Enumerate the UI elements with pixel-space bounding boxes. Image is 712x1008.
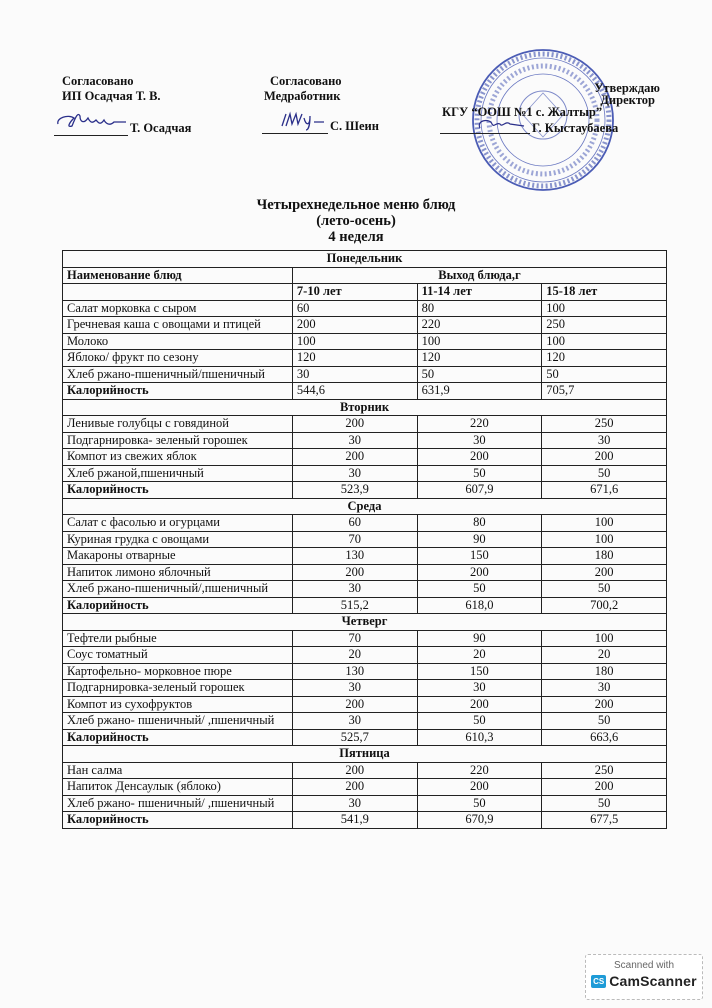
portion-value: 150: [417, 663, 542, 680]
approval-middle-signature-name: С. Шеин: [330, 119, 379, 133]
dish-row: [63, 416, 667, 433]
calories-row: [63, 482, 667, 499]
portion-value: 90: [417, 630, 542, 647]
portion-value: 50: [417, 713, 542, 730]
menu-table: [62, 250, 667, 829]
portion-value: 100: [542, 333, 667, 350]
portion-value: 20: [292, 647, 417, 664]
dish-name: Нан салма: [63, 762, 293, 779]
day-name: Понедельник: [63, 251, 667, 268]
portion-value: 200: [542, 696, 667, 713]
portion-value: 250: [542, 762, 667, 779]
portion-value: 50: [417, 366, 542, 383]
signature-line: [262, 114, 328, 134]
portion-value: 100: [542, 515, 667, 532]
portion-value: 120: [542, 350, 667, 367]
portion-value: 70: [292, 531, 417, 548]
calories-value: 670,9: [417, 812, 542, 829]
watermark-brand: CamScanner: [609, 973, 697, 989]
dish-row: [63, 300, 667, 317]
calories-value: 663,6: [542, 729, 667, 746]
portion-value: 250: [542, 317, 667, 334]
day-header-row: [63, 614, 667, 631]
dish-row: [63, 696, 667, 713]
portion-value: 100: [542, 630, 667, 647]
calories-row: [63, 812, 667, 829]
approval-left-position: ИП Осадчая Т. В.: [62, 89, 161, 103]
calories-value: 610,3: [417, 729, 542, 746]
dish-row: [63, 647, 667, 664]
day-name: Пятница: [63, 746, 667, 763]
dish-row: [63, 333, 667, 350]
yield-header: Выход блюда,г: [292, 267, 666, 284]
calories-value: 607,9: [417, 482, 542, 499]
dish-name-header: Наименование блюд: [63, 267, 293, 284]
calories-label: Калорийность: [63, 729, 293, 746]
calories-value: 677,5: [542, 812, 667, 829]
portion-value: 200: [292, 762, 417, 779]
portion-value: 80: [417, 515, 542, 532]
calories-value: 631,9: [417, 383, 542, 400]
dish-row: [63, 630, 667, 647]
day-header-row: [63, 399, 667, 416]
day-name: Четверг: [63, 614, 667, 631]
portion-value: 180: [542, 663, 667, 680]
portion-value: 30: [542, 680, 667, 697]
calories-row: [63, 383, 667, 400]
title-line-2: (лето-осень): [316, 213, 396, 229]
dish-name: Макароны отварные: [63, 548, 293, 565]
dish-row: [63, 795, 667, 812]
portion-value: 50: [542, 581, 667, 598]
approval-left: [62, 74, 161, 104]
day-header-row: [63, 498, 667, 515]
dish-row: [63, 680, 667, 697]
portion-value: 50: [542, 366, 667, 383]
calories-label: Калорийность: [63, 482, 293, 499]
title-line-1: Четырехнедельное меню блюд: [256, 197, 456, 213]
dish-row: [63, 663, 667, 680]
dish-name: Хлеб ржано-пшеничный/пшеничный: [63, 366, 293, 383]
signature-middle: [262, 114, 379, 134]
calories-value: 705,7: [542, 383, 667, 400]
dish-name: Соус томатный: [63, 647, 293, 664]
calories-label: Калорийность: [63, 812, 293, 829]
portion-value: 220: [417, 317, 542, 334]
portion-value: 90: [417, 531, 542, 548]
document-title: [0, 197, 712, 245]
portion-value: 30: [292, 366, 417, 383]
dish-row: [63, 432, 667, 449]
camscanner-logo-icon: CS: [593, 976, 605, 986]
portion-value: 200: [292, 317, 417, 334]
signature-left: [54, 114, 191, 136]
dish-row: [63, 449, 667, 466]
dish-name: Салат морковка с сыром: [63, 300, 293, 317]
approval-right-position: Директор: [600, 93, 655, 107]
day-header-row: [63, 746, 667, 763]
dish-row: [63, 564, 667, 581]
dish-name: Гречневая каша с овощами и птицей: [63, 317, 293, 334]
age-group-header: 7-10 лет: [292, 284, 417, 301]
portion-value: 200: [417, 779, 542, 796]
portion-value: 180: [542, 548, 667, 565]
portion-value: 30: [542, 432, 667, 449]
dish-name: Ленивые голубцы с говядиной: [63, 416, 293, 433]
portion-value: 30: [417, 432, 542, 449]
camscanner-watermark: [585, 954, 703, 1000]
signature-line: [54, 114, 128, 136]
portion-value: 200: [292, 564, 417, 581]
portion-value: 50: [417, 795, 542, 812]
calories-label: Калорийность: [63, 597, 293, 614]
calories-row: [63, 597, 667, 614]
portion-value: 30: [292, 713, 417, 730]
dish-name: Подгарнировка- зеленый горошек: [63, 432, 293, 449]
portion-value: 100: [417, 333, 542, 350]
dish-name: Напиток лимоно яблочный: [63, 564, 293, 581]
dish-row: [63, 581, 667, 598]
age-group-header: 11-14 лет: [417, 284, 542, 301]
portion-value: 30: [292, 465, 417, 482]
day-header-row: [63, 251, 667, 268]
dish-name: Картофельно- морковное пюре: [63, 663, 293, 680]
dish-name: Молоко: [63, 333, 293, 350]
portion-value: 100: [542, 531, 667, 548]
portion-value: 220: [417, 416, 542, 433]
day-name: Среда: [63, 498, 667, 515]
portion-value: 20: [417, 647, 542, 664]
dish-name: Подгарнировка-зеленый горошек: [63, 680, 293, 697]
portion-value: 200: [417, 564, 542, 581]
portion-value: 200: [292, 416, 417, 433]
calories-label: Калорийность: [63, 383, 293, 400]
dish-row: [63, 779, 667, 796]
age-group-row: [63, 284, 667, 301]
approval-right-organization: КГУ “ООШ №1 с. Жалтыр”: [442, 105, 603, 119]
dish-name: Хлеб ржано-пшеничный/,пшеничный: [63, 581, 293, 598]
portion-value: 200: [417, 696, 542, 713]
portion-value: 200: [542, 449, 667, 466]
approval-middle: [264, 74, 342, 104]
portion-value: 30: [292, 432, 417, 449]
dish-name: Куриная грудка с овощами: [63, 531, 293, 548]
dish-name: Компот из свежих яблок: [63, 449, 293, 466]
title-line-3: 4 неделя: [328, 229, 384, 245]
dish-row: [63, 465, 667, 482]
calories-value: 525,7: [292, 729, 417, 746]
dish-row: [63, 366, 667, 383]
portion-value: 50: [542, 465, 667, 482]
portion-value: 30: [292, 680, 417, 697]
portion-value: 50: [542, 713, 667, 730]
calories-value: 544,6: [292, 383, 417, 400]
signature-scribble-icon: [262, 108, 328, 132]
signature-right: [440, 118, 680, 134]
signature-scribble-icon: [54, 108, 128, 132]
portion-value: 50: [417, 581, 542, 598]
portion-value: 130: [292, 548, 417, 565]
portion-value: 100: [292, 333, 417, 350]
portion-value: 60: [292, 515, 417, 532]
dish-row: [63, 317, 667, 334]
approval-left-label: Согласовано: [62, 74, 134, 88]
dish-name: Хлеб ржаной,пшеничный: [63, 465, 293, 482]
portion-value: 60: [292, 300, 417, 317]
portion-value: 120: [292, 350, 417, 367]
dish-row: [63, 548, 667, 565]
calories-value: 700,2: [542, 597, 667, 614]
watermark-top-text: Scanned with: [613, 960, 675, 971]
portion-value: 130: [292, 663, 417, 680]
approval-right: [440, 82, 680, 134]
dish-name: Хлеб ржано- пшеничный/ ,пшеничный: [63, 795, 293, 812]
portion-value: 220: [417, 762, 542, 779]
day-name: Вторник: [63, 399, 667, 416]
signature-scribble-icon: [440, 114, 530, 134]
portion-value: 20: [542, 647, 667, 664]
empty-cell: [63, 284, 293, 301]
approval-middle-label: Согласовано: [270, 74, 342, 88]
age-group-header: 15-18 лет: [542, 284, 667, 301]
dish-name: Салат с фасолью и огурцами: [63, 515, 293, 532]
portion-value: 200: [292, 449, 417, 466]
portion-value: 250: [542, 416, 667, 433]
dish-row: [63, 531, 667, 548]
portion-value: 30: [292, 795, 417, 812]
calories-value: 523,9: [292, 482, 417, 499]
portion-value: 70: [292, 630, 417, 647]
dish-name: Тефтели рыбные: [63, 630, 293, 647]
portion-value: 50: [417, 465, 542, 482]
portion-value: 150: [417, 548, 542, 565]
portion-value: 200: [292, 779, 417, 796]
portion-value: 200: [542, 779, 667, 796]
dish-row: [63, 515, 667, 532]
portion-value: 50: [542, 795, 667, 812]
approval-middle-position: Медработник: [264, 89, 341, 103]
portion-value: 100: [542, 300, 667, 317]
dish-name: Яблоко/ фрукт по сезону: [63, 350, 293, 367]
calories-value: 541,9: [292, 812, 417, 829]
dish-row: [63, 350, 667, 367]
portion-value: 200: [417, 449, 542, 466]
column-header-row: [63, 267, 667, 284]
dish-name: Напиток Денсаулык (яблоко): [63, 779, 293, 796]
calories-value: 515,2: [292, 597, 417, 614]
dish-name: Компот из сухофруктов: [63, 696, 293, 713]
portion-value: 30: [292, 581, 417, 598]
portion-value: 30: [417, 680, 542, 697]
dish-name: Хлеб ржано- пшеничный/ ,пшеничный: [63, 713, 293, 730]
approval-right-label: Утверждаю: [594, 81, 660, 95]
portion-value: 80: [417, 300, 542, 317]
portion-value: 200: [292, 696, 417, 713]
dish-row: [63, 762, 667, 779]
dish-row: [63, 713, 667, 730]
calories-row: [63, 729, 667, 746]
calories-value: 671,6: [542, 482, 667, 499]
portion-value: 120: [417, 350, 542, 367]
portion-value: 200: [542, 564, 667, 581]
approval-right-signature-name: Г. Кыстаубаева: [532, 121, 619, 135]
approval-left-signature-name: Т. Осадчая: [130, 121, 192, 135]
signature-line: [440, 118, 530, 134]
calories-value: 618,0: [417, 597, 542, 614]
